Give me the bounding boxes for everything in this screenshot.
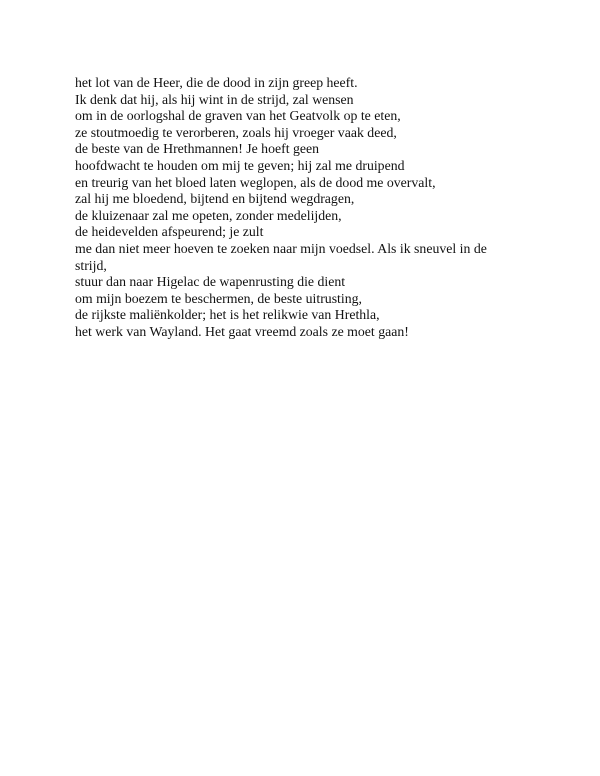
text-line: en treurig van het bloed laten weglopen, als de dood me overvalt, bbox=[75, 174, 436, 190]
text-line: Ik denk dat hij, als hij wint in de strijd, zal wensen bbox=[75, 91, 354, 107]
text-line: strijd, bbox=[75, 257, 107, 273]
text-line: hoofdwacht te houden om mij te geven; hij zal me druipend bbox=[75, 157, 405, 173]
text-line: ze stoutmoedig te verorberen, zoals hij vroeger vaak deed, bbox=[75, 124, 397, 140]
text-line: het werk van Wayland. Het gaat vreemd zoals ze moet gaan! bbox=[75, 323, 409, 339]
text-line: de rijkste maliënkolder; het is het relikwie van Hrethla, bbox=[75, 307, 380, 323]
text-line: om mijn boezem te beschermen, de beste uitrusting, bbox=[75, 290, 362, 306]
poem-text bbox=[75, 75, 535, 341]
text-line: stuur dan naar Higelac de wapenrusting die dient bbox=[75, 274, 346, 290]
text-line: de kluizenaar zal me opeten, zonder medelijden, bbox=[75, 207, 342, 223]
text-line: de heidevelden afspeurend; je zult bbox=[75, 224, 264, 240]
text-line: me dan niet meer hoeven te zoeken naar mijn voedsel. Als ik sneuvel in de bbox=[75, 240, 487, 256]
text-line: om in de oorlogshal de graven van het Geatvolk op te eten, bbox=[75, 108, 401, 124]
text-line: het lot van de Heer, die de dood in zijn greep heeft. bbox=[75, 75, 358, 90]
text-line: zal hij me bloedend, bijtend en bijtend wegdragen, bbox=[75, 191, 355, 207]
text-line: de beste van de Hrethmannen! Je hoeft geen bbox=[75, 141, 320, 157]
